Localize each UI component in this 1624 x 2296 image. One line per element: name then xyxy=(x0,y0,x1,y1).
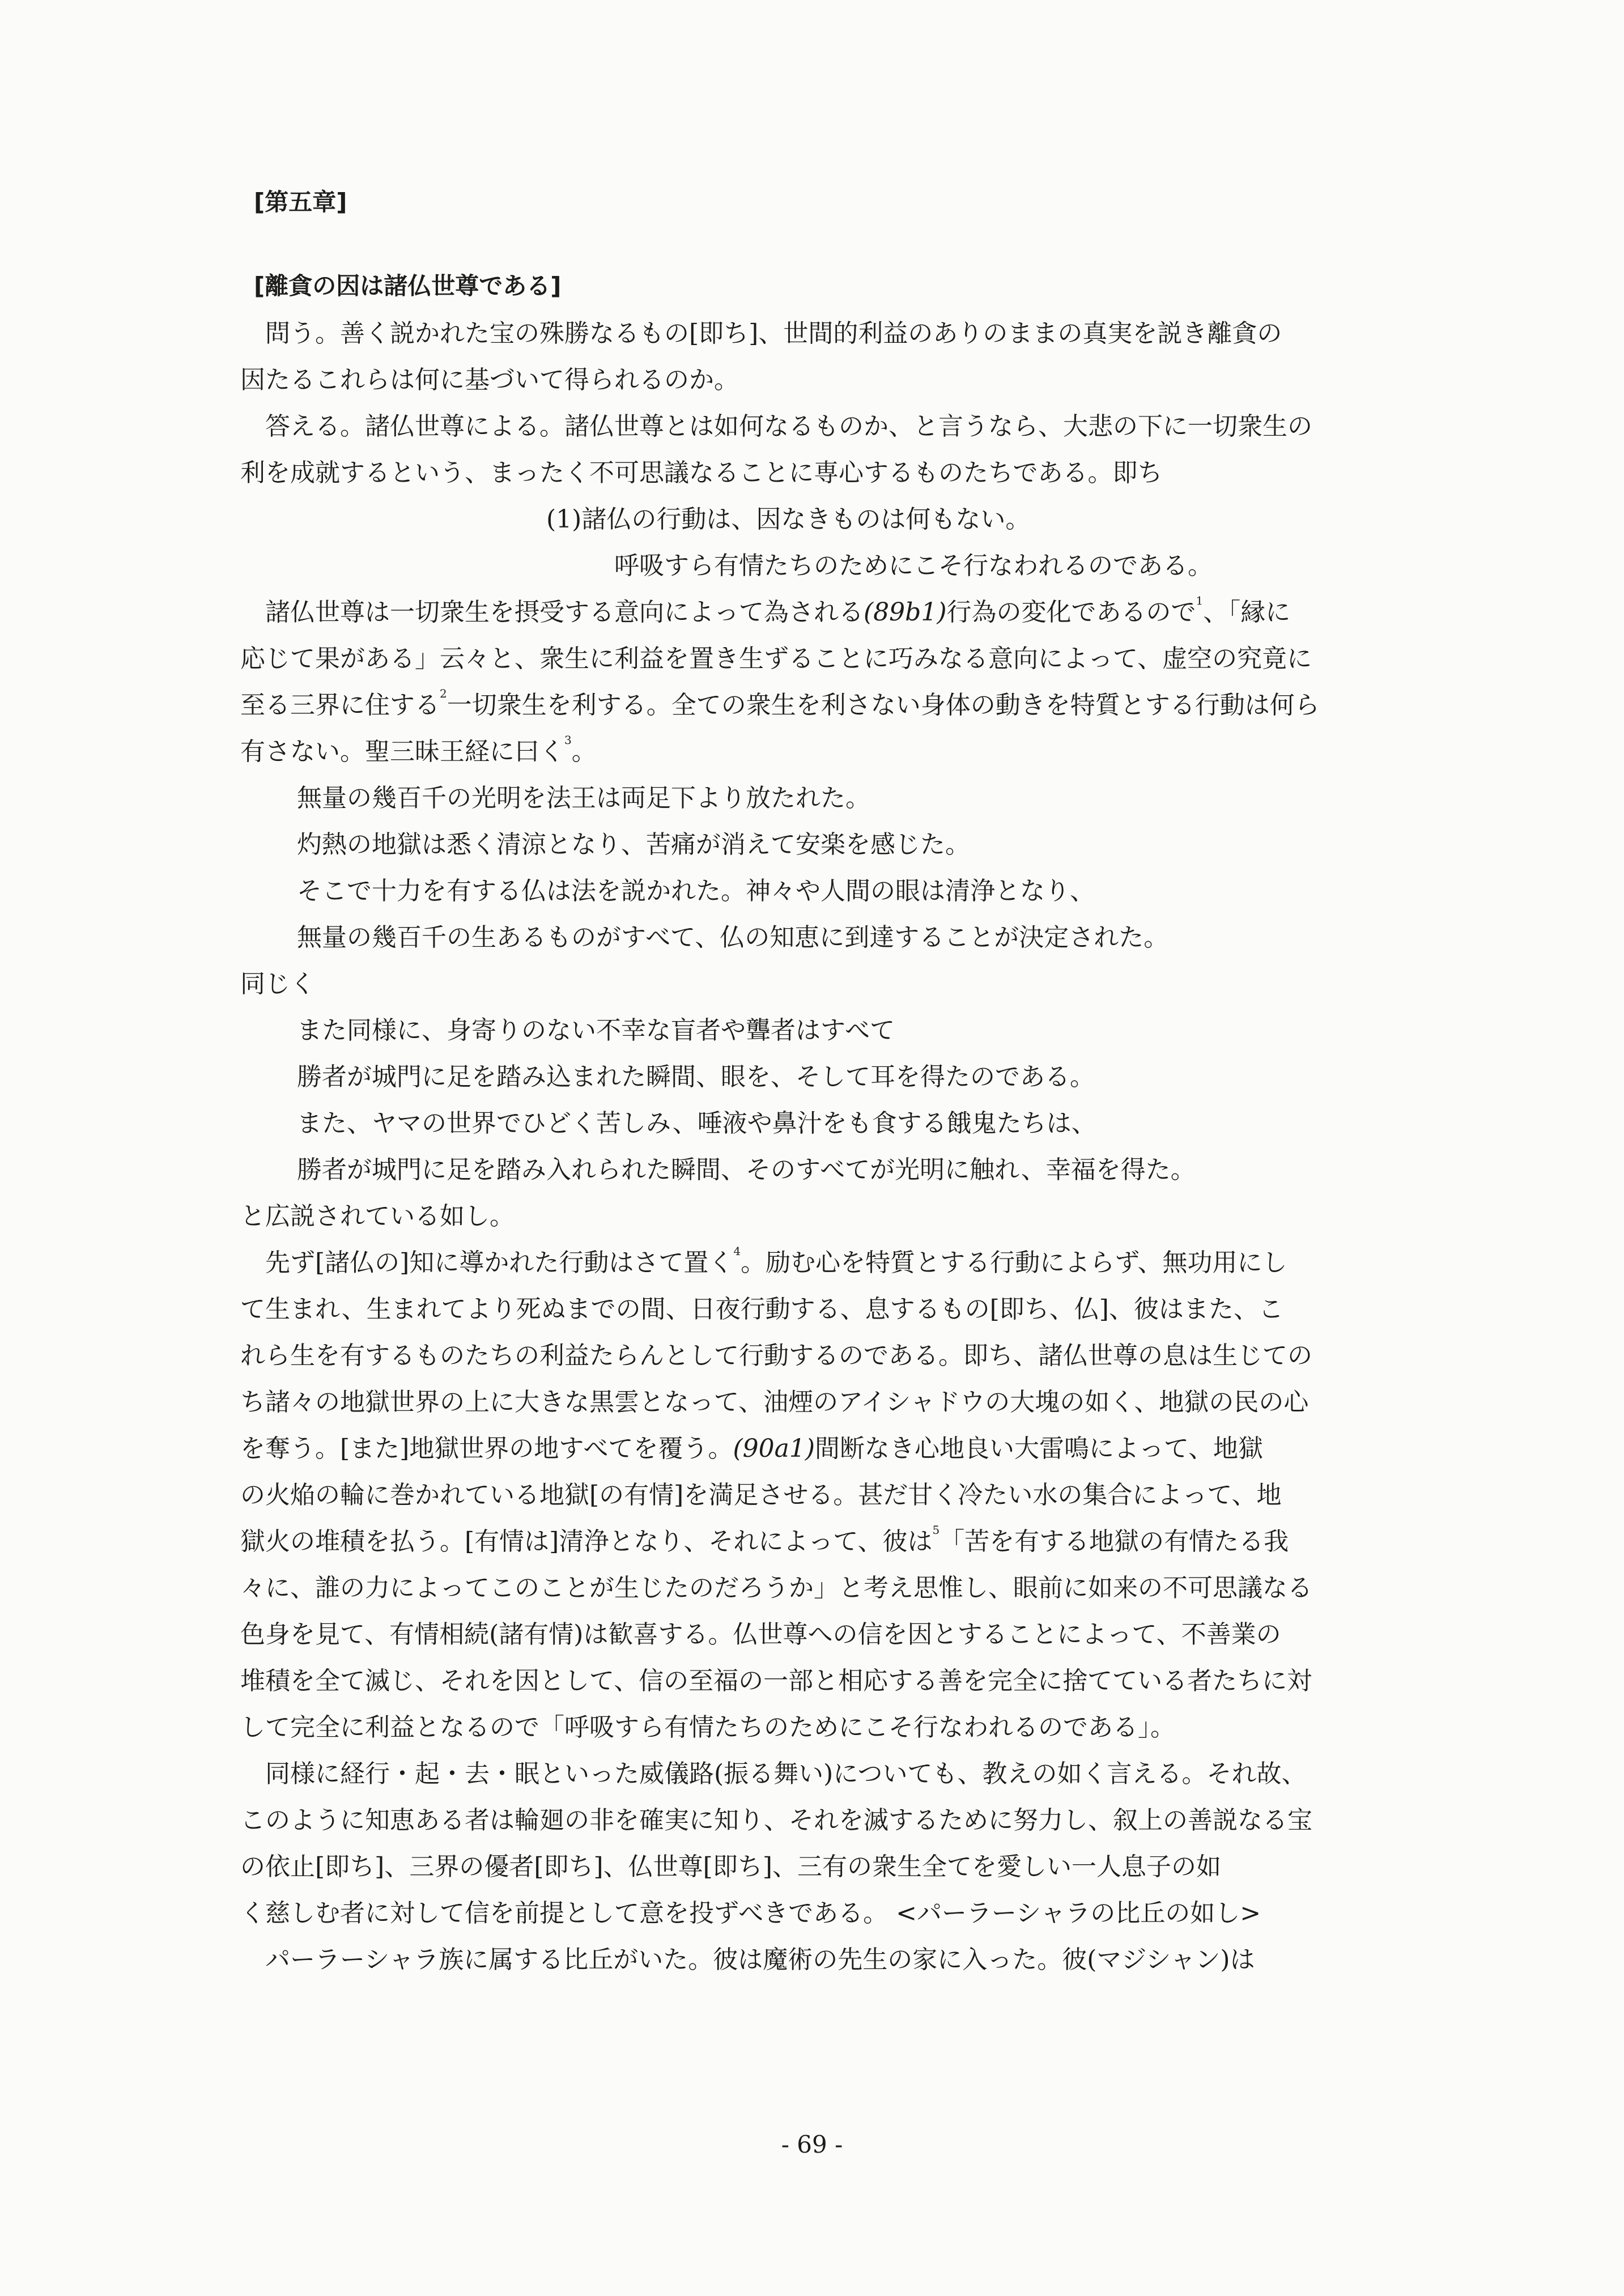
text-segment: を奪う。[また]地獄世界の地すべてを覆う。 xyxy=(240,1434,733,1463)
text-line xyxy=(240,682,1436,729)
text-segment: 。励む心を特質とする行動によらず、無功用にし xyxy=(741,1248,1287,1277)
text-line: 答える。諸仏世尊による。諸仏世尊とは如何なるものか、と言うなら、大悲の下に一切衆生の xyxy=(265,412,1312,441)
text-line: 因たるこれらは何に基づいて得られるのか。 xyxy=(240,365,739,394)
verse-line: (1)諸仏の行動は、因なきものは何もない。 xyxy=(546,505,1031,534)
text-segment: 一切衆生を利する。全ての衆生を利さない身体の動きを特質とする行動は何ら xyxy=(447,691,1320,720)
text-segment: 諸仏世尊は一切衆生を摂受する意向によって為される xyxy=(265,598,864,627)
text-line: 同様に経行・起・去・眠といった威儀路(振る舞い)についても、教えの如く言える。それ故、 xyxy=(265,1759,1307,1788)
text-line: れら生を有するものたちの利益たらんとして行動するのである。即ち、諸仏世尊の息は生じての xyxy=(240,1341,1312,1370)
text-segment: 有さない。聖三昧王経に曰く xyxy=(240,737,564,766)
text-line: パーラーシャラ族に属する比丘がいた。彼は魔術の先生の家に入った。彼(マジシャン)は xyxy=(265,1945,1255,1974)
folio-marker: (90a1) xyxy=(733,1434,815,1463)
text-line: の依止[即ち]、三界の優者[即ち]、仏世尊[即ち]、三有の衆生全てを愛しい一人息子の如 xyxy=(240,1852,1221,1881)
footnote-marker: 3 xyxy=(564,733,572,747)
text-segment: 「苦を有する地獄の有情たる我 xyxy=(939,1527,1289,1556)
text-segment: 行為の変化であるので xyxy=(946,598,1196,627)
body-text xyxy=(240,311,1436,1983)
text-line: 利を成就するという、まったく不可思議なることに専心するものたちである。即ち xyxy=(240,458,1163,487)
text-line: 同じく xyxy=(240,970,315,998)
text-line: このように知恵ある者は輪廻の非を確実に知り、それを滅するために努力し、叙上の善説なる宝 xyxy=(240,1806,1312,1835)
footnote-marker: 5 xyxy=(932,1523,940,1537)
text-line: 堆積を全て滅じ、それを因として、信の至福の一部と相応する善を完全に捨てている者たちに対 xyxy=(240,1666,1312,1695)
text-line: して完全に利益となるので「呼吸すら有情たちのためにこそ行なわれるのである」。 xyxy=(240,1713,1175,1742)
footnote-marker: 4 xyxy=(733,1244,741,1258)
verse-line: 勝者が城門に足を踏み入れられた瞬間、そのすべてが光明に触れ、幸福を得た。 xyxy=(297,1155,1196,1184)
text-line: と広説されている如し。 xyxy=(240,1202,515,1231)
verse-line: 無量の幾百千の生あるものがすべて、仏の知恵に到達することが決定された。 xyxy=(297,923,1169,952)
section-heading: [離貪の因は諸仏世尊である] xyxy=(254,272,562,300)
text-line xyxy=(240,729,1436,775)
verse-line: また同様に、身寄りのない不幸な盲者や聾者はすべて xyxy=(297,1016,895,1045)
page-number: - 69 - xyxy=(781,2131,843,2158)
verse-line: また、ヤマの世界でひどく苦しみ、唾液や鼻汁をも食する餓鬼たちは、 xyxy=(297,1109,1096,1138)
verse-line: 勝者が城門に足を踏み込まれた瞬間、眼を、そして耳を得たのである。 xyxy=(297,1062,1095,1091)
text-line: ち諸々の地獄世界の上に大きな黒雲となって、油煙のアイシャドウの大塊の如く、地獄の民の心 xyxy=(240,1388,1309,1417)
folio-marker: (89b1) xyxy=(864,598,947,627)
verse-line: 灼熱の地獄は悉く清涼となり、苦痛が消えて安楽を感じた。 xyxy=(297,830,970,859)
text-line: 問う。善く説かれた宝の殊勝なるもの[即ち]、世間的利益のありのままの真実を説き離貪の xyxy=(265,319,1282,348)
verse-line: そこで十力を有する仏は法を説かれた。神々や人間の眼は清浄となり、 xyxy=(297,877,1095,905)
text-line: て生まれ、生まれてより死ぬまでの間、日夜行動する、息するもの[即ち、仏]、彼はまた、こ xyxy=(240,1295,1283,1324)
text-line: く慈しむ者に対して信を前提として意を投ずべきである。 <パーラーシャラの比丘の如し> xyxy=(240,1899,1261,1928)
text-segment: 、「縁に xyxy=(1203,598,1291,627)
text-segment: 。 xyxy=(571,737,597,766)
text-line xyxy=(240,1240,1436,1286)
chapter-heading: [第五章] xyxy=(254,188,347,216)
text-segment: 間断なき心地良い大雷鳴によって、地獄 xyxy=(815,1434,1264,1463)
text-line: の火焔の輪に巻かれている地獄[の有情]を満足させる。甚だ甘く冷たい水の集合によって、地 xyxy=(240,1481,1282,1510)
text-line: 々に、誰の力によってこのことが生じたのだろうか」と考え思惟し、眼前に如来の不可思議なる xyxy=(240,1574,1312,1602)
text-segment: 先ず[諸仏の]知に導かれた行動はさて置く xyxy=(265,1248,734,1277)
verse-line: 無量の幾百千の光明を法王は両足下より放たれた。 xyxy=(297,784,870,813)
text-line xyxy=(240,589,1436,636)
text-segment: 至る三界に住する xyxy=(240,691,440,720)
text-line xyxy=(240,1426,1436,1472)
footnote-marker: 1 xyxy=(1196,594,1204,607)
verse-line: 呼吸すら有情たちのためにこそ行なわれるのである。 xyxy=(614,551,1213,580)
text-line: 応じて果がある」云々と、衆生に利益を置き生ずることに巧みなる意向によって、虚空の究竟に xyxy=(240,644,1312,673)
text-line: 色身を見て、有情相続(諸有情)は歓喜する。仏世尊への信を因とすることによって、不善業の xyxy=(240,1620,1281,1649)
footnote-marker: 2 xyxy=(440,687,447,700)
text-line xyxy=(240,1519,1436,1565)
text-segment: 獄火の堆積を払う。[有情は]清浄となり、それによって、彼は xyxy=(240,1527,933,1556)
